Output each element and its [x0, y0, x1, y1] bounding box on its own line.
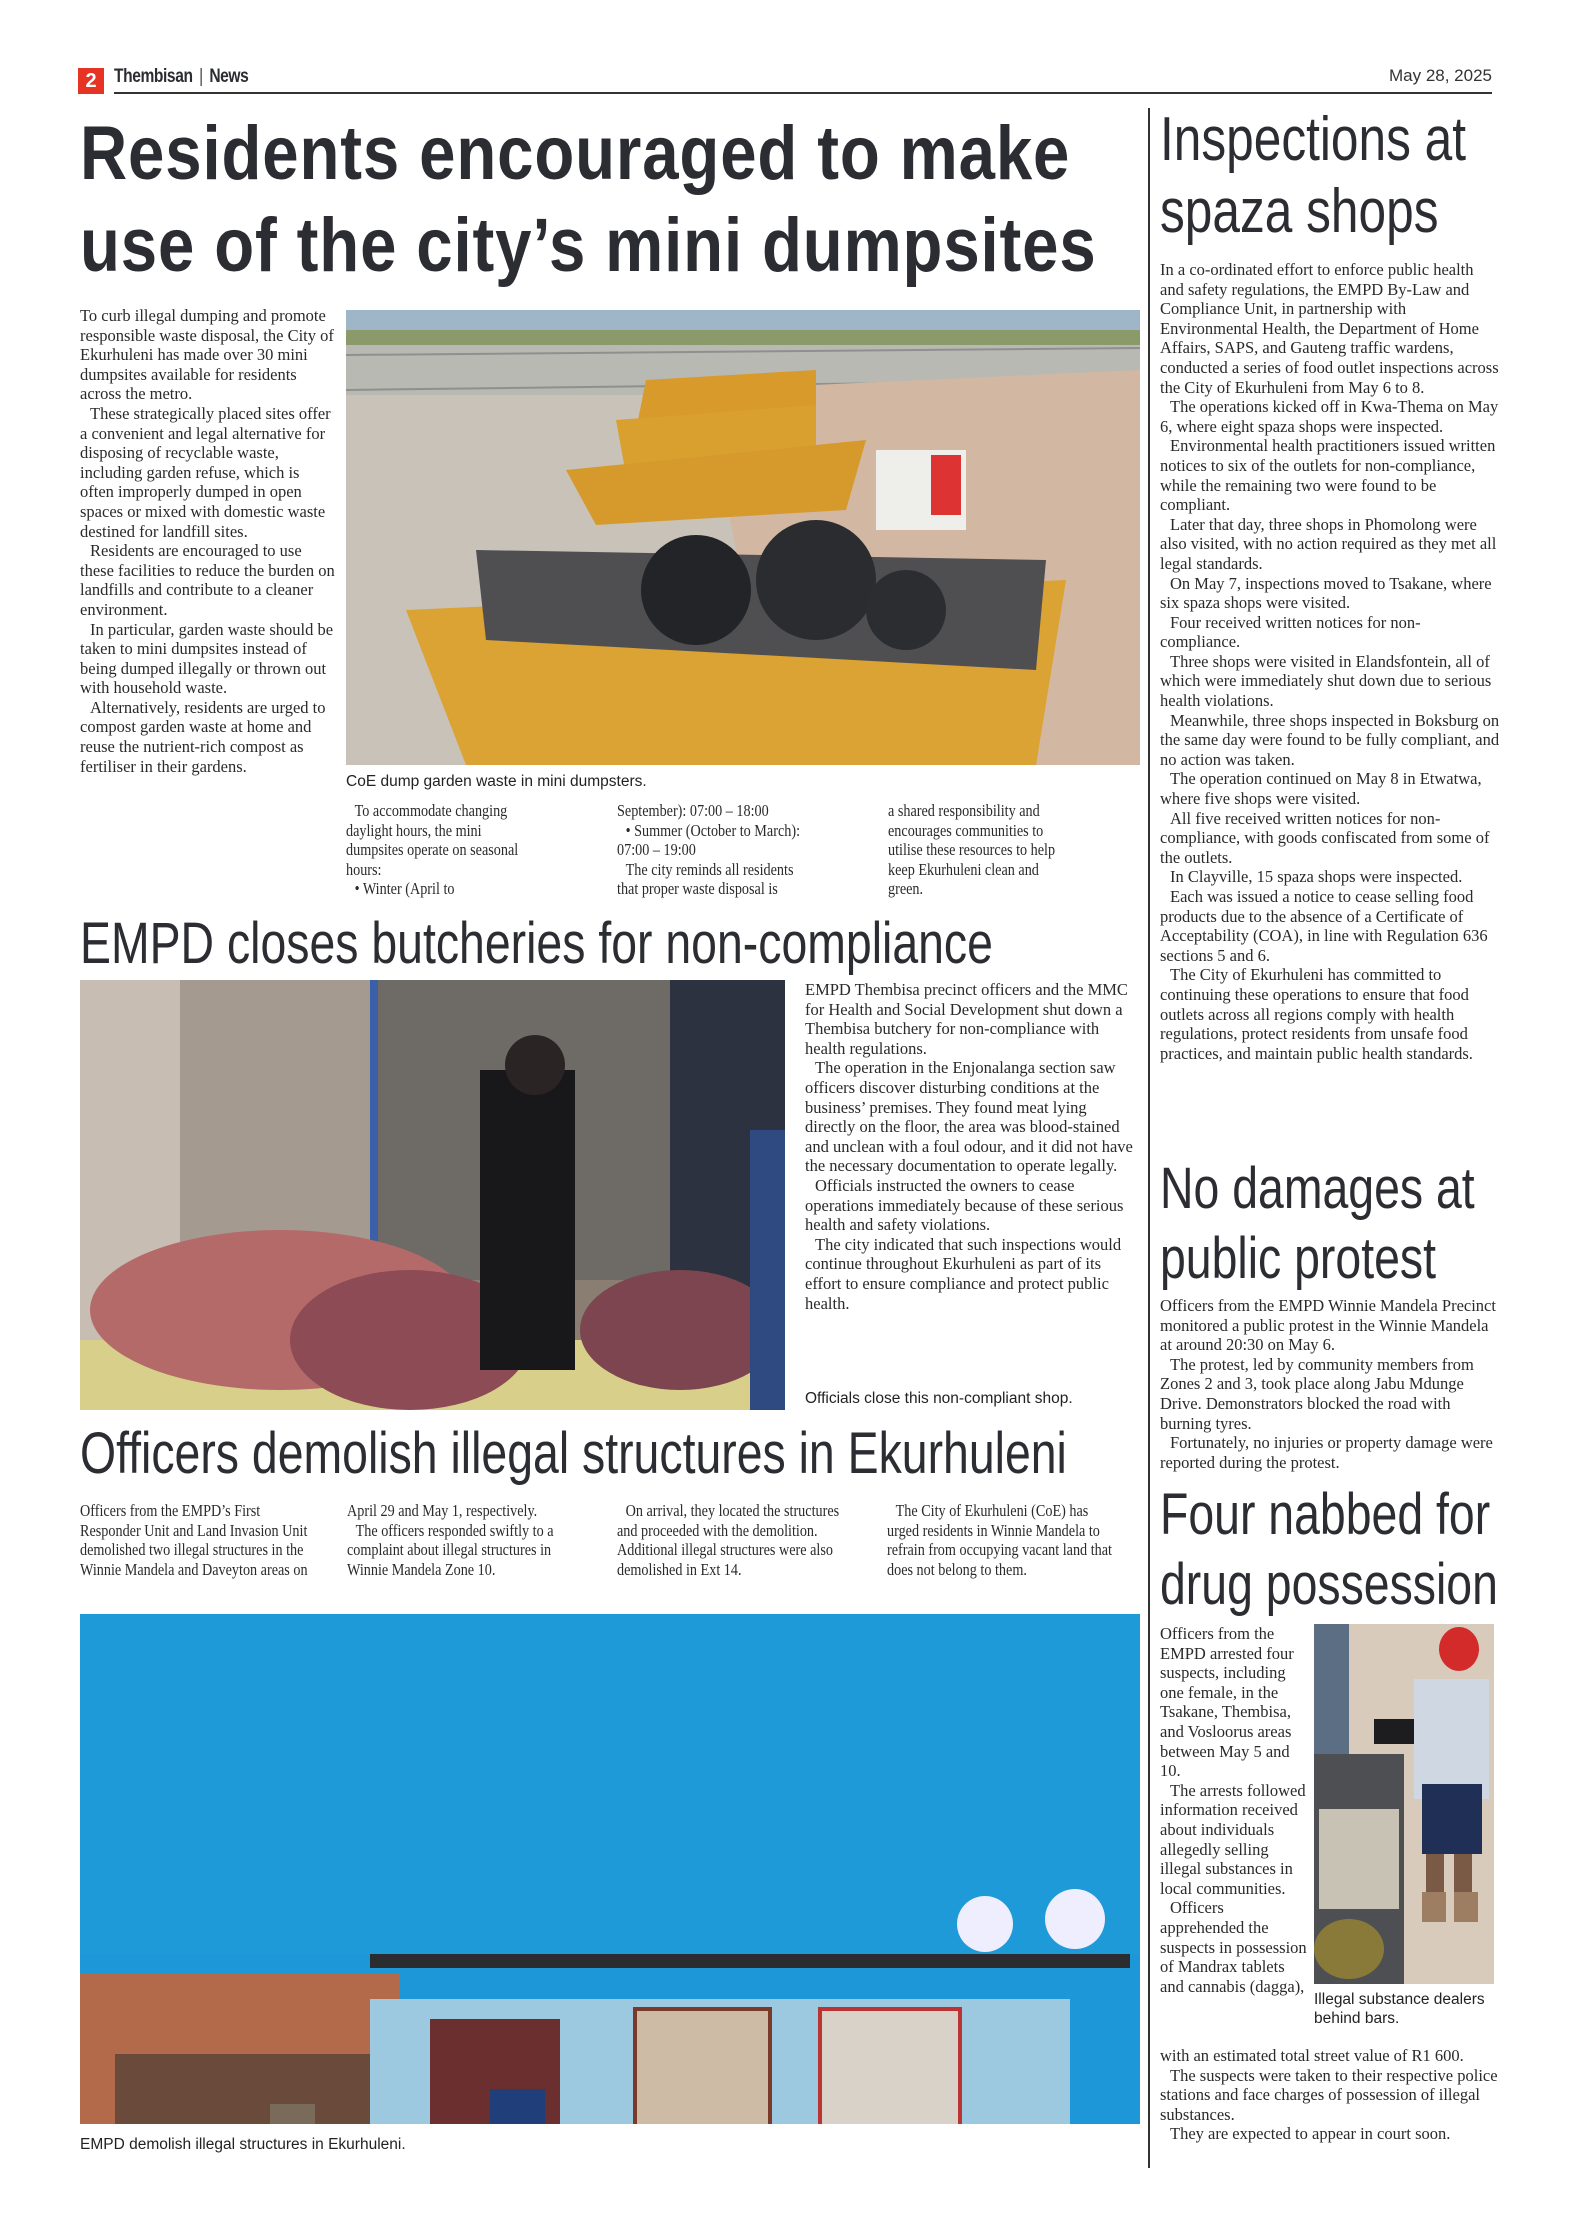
dumpsites-col2 — [346, 801, 531, 899]
demolish-col3 — [617, 1501, 849, 1579]
butchery-image — [80, 980, 785, 1410]
paragraph: The suspects were taken to their respective police stations and face charges of possession of illegal substances. — [1160, 2065, 1498, 2124]
headline-line: Four nabbed for — [1160, 1482, 1491, 1547]
paragraph: EMPD Thembisa precinct officers and the MMC for Health and Social Development shut down a Thembisa butchery for non-compliance with health regulations. — [805, 980, 1128, 1058]
paragraph: • Summer (October to March): 07:00 – 19:00 — [617, 820, 801, 860]
headline-line: Inspections at — [1160, 105, 1467, 174]
paragraph: Meanwhile, three shops inspected in Boksburg on the same day were found to be fully compliant, and no action was taken. — [1160, 710, 1500, 769]
paragraph: The operation in the Enjonalanga section saw officers discover disturbing conditions at the business’ premises. They found meat lying directly on the floor, the area was blood-stained and unclean with a foul odour, and it did not have the necessary documentation to operate legally. — [805, 1058, 1133, 1176]
headline-line: public protest — [1160, 1226, 1436, 1291]
dumpsters-image — [346, 310, 1140, 765]
masthead — [114, 66, 248, 88]
dumpsites-col3 — [617, 801, 802, 899]
paragraph: Fortunately, no injuries or property damage were reported during the protest. — [1160, 1433, 1493, 1472]
headline-line: spaza shops — [1160, 177, 1439, 246]
paragraph: These strategically placed sites offer a convenient and legal alternative for disposing of recyclable waste, including garden refuse, which is often improperly dumped in open spaces or mixed with domestic waste destined for landfill sites. — [80, 403, 331, 541]
dumpsites-col4 — [888, 801, 1073, 899]
paragraph: In Clayville, 15 spaza shops were inspected. — [1170, 867, 1463, 887]
paragraph: Officers from the EMPD’s First Responder Unit and Land Invasion Unit demolished two illegal structures in the Winnie Mandela and Daveyton areas on — [80, 1501, 308, 1579]
photo-demolition — [80, 1614, 1140, 2124]
butcheries-body — [805, 980, 1135, 1313]
paragraph: All five received written notices for non-compliance, with goods confiscated from some of the outlets. — [1160, 808, 1490, 867]
paragraph: Each was issued a notice to cease selling food products due to the absence of a Certificate of Acceptability (COA), in line with Regulation 636 sections 5 and 6. — [1160, 887, 1488, 965]
paragraph: The operations kicked off in Kwa-Thema on May 6, where eight spaza shops were inspected. — [1160, 397, 1499, 436]
headline-drugs — [1160, 1480, 1498, 1620]
column-divider — [1148, 108, 1150, 2168]
paragraph: Four received written notices for non-compliance. — [1160, 612, 1421, 652]
paragraph: The officers responded swiftly to a complaint about illegal structures in Winnie Mandela Zone 10. — [347, 1520, 554, 1579]
paragraph: September): 07:00 – 18:00 — [617, 801, 769, 820]
paragraph: Officers from the EMPD arrested four suspects, including one female, in the Tsakane, Thembisa, and Vosloorus areas between May 5 and 10. — [1160, 1624, 1294, 1781]
headline-line: use of the city’s mini dumpsites — [80, 203, 1097, 288]
paragraph: In particular, garden waste should be taken to mini dumpsites instead of being dumped illegally or thrown out with household waste. — [80, 619, 334, 698]
protest-body — [1160, 1296, 1500, 1472]
photo-caption-butchery: Officials close this non-compliant shop. — [805, 1390, 1073, 1407]
headline-spaza — [1160, 104, 1466, 248]
paragraph: Officers apprehended the suspects in possession of Mandrax tablets and cannabis (dagga), — [1160, 1898, 1307, 1996]
dumpsites-col1 — [80, 306, 335, 776]
masthead-separator: | — [199, 66, 203, 87]
headline-line: Residents encouraged to make — [80, 111, 1071, 196]
paragraph: Officials instructed the owners to cease operations immediately because of these serious health and safety violations. — [805, 1175, 1124, 1235]
headline-demolish: Officers demolish illegal structures in Ekurhuleni — [80, 1421, 1067, 1486]
section-name: News — [209, 66, 249, 87]
headline-line: No damages at — [1160, 1156, 1475, 1221]
paragraph: They are expected to appear in court soon. — [1170, 2124, 1451, 2144]
photo-caption-arrest: Illegal substance dealers behind bars. — [1314, 1991, 1485, 2027]
demolish-col2 — [347, 1501, 579, 1579]
paragraph: Residents are encouraged to use these facilities to reduce the burden on landfills and contribute to a cleaner environment. — [80, 541, 335, 619]
headline-butcheries: EMPD closes butcheries for non-compliance — [80, 911, 993, 976]
header-rule — [114, 92, 1492, 94]
paragraph: with an estimated total street value of R1 600. — [1160, 2046, 1464, 2065]
paragraph: The arrests followed information received about individuals allegedly selling illegal substances in local communities. — [1160, 1780, 1306, 1898]
demolish-col4 — [887, 1501, 1119, 1579]
paragraph: The city reminds all residents that proper waste disposal is — [617, 859, 794, 899]
paragraph: The city indicated that such inspections would continue throughout Ekurhuleni as part of its effort to ensure compliance and protect public health. — [805, 1234, 1122, 1313]
paragraph: To curb illegal dumping and promote responsible waste disposal, the City of Ekurhuleni has made over 30 mini dumpsites available for residents across the metro. — [80, 306, 334, 404]
paragraph: The operation continued on May 8 in Etwatwa, where five shops were visited. — [1160, 769, 1482, 809]
paragraph: Later that day, three shops in Phomolong were also visited, with no action required as they met all legal standards. — [1160, 514, 1497, 573]
paragraph: Alternatively, residents are urged to compost garden waste at home and reuse the nutrient-rich compost as fertiliser in their gardens. — [80, 697, 326, 776]
arrest-image — [1314, 1624, 1494, 1984]
paragraph: The protest, led by community members from Zones 2 and 3, took place along Jabu Mdunge Drive. Demonstrators blocked the road with burning tyres. — [1160, 1354, 1474, 1433]
paragraph: On arrival, they located the structures and proceeded with the demolition. Additional illegal structures were also demolished in Ext 14. — [617, 1501, 840, 1579]
paragraph: To accommodate changing daylight hours, the mini dumpsites operate on seasonal hours: — [346, 801, 519, 879]
issue-date: May 28, 2025 — [1388, 66, 1492, 85]
headline-protest — [1160, 1154, 1475, 1294]
headline-dumpsites — [80, 108, 1097, 292]
paragraph: Three shops were visited in Elandsfontein, all of which were immediately shut down due to serious health violations. — [1160, 651, 1492, 711]
photo-caption-dumpsters: CoE dump garden waste in mini dumpsters. — [346, 773, 647, 790]
paragraph: • Winter (April to — [354, 879, 455, 899]
demolition-image — [80, 1614, 1140, 2124]
paragraph: April 29 and May 1, respectively. — [347, 1501, 538, 1520]
paragraph: Officers from the EMPD Winnie Mandela Precinct monitored a public protest in the Winnie Mandela at around 20:30 on May 6. — [1160, 1296, 1496, 1355]
paragraph: In a co-ordinated effort to enforce public health and safety regulations, the EMPD By-Law and Compliance Unit, in partnership with Environmental Health, the Department of Home Affairs, SAPS, and Gauteng traffic wardens, conducted a series of food outlet inspections across the City of Ekurhuleni from May 6 to 8. — [1160, 260, 1499, 397]
paragraph: a shared responsibility and encourages communities to utilise these resources to help keep Ekurhuleni clean and green. — [888, 801, 1056, 899]
publication-name: Thembisan — [114, 66, 193, 87]
paragraph: The City of Ekurhuleni has committed to continuing these operations to ensure that food outlets across all regions comply with health regulations, protect residents from unsafe food practices, and maintain public health standards. — [1160, 965, 1473, 1063]
headline-line: drug possession — [1160, 1552, 1498, 1617]
demolish-col1 — [80, 1501, 312, 1579]
drugs-body-narrow — [1160, 1624, 1310, 1996]
photo-dumpsters — [346, 310, 1140, 765]
page-number: 2 — [78, 68, 104, 94]
photo-caption-demolition: EMPD demolish illegal structures in Ekurhuleni. — [80, 2136, 406, 2153]
paragraph: On May 7, inspections moved to Tsakane, where six spaza shops were visited. — [1160, 573, 1492, 613]
photo-arrest — [1314, 1624, 1494, 1984]
drugs-body-wide — [1160, 2046, 1500, 2144]
paragraph: Environmental health practitioners issued written notices to six of the outlets for non-compliance, while the remaining two were found to be compliant. — [1160, 436, 1496, 515]
spaza-body — [1160, 260, 1500, 1063]
photo-butchery — [80, 980, 785, 1410]
paragraph: The City of Ekurhuleni (CoE) has urged residents in Winnie Mandela to refrain from occupying vacant land that does not belong to them. — [887, 1501, 1112, 1579]
